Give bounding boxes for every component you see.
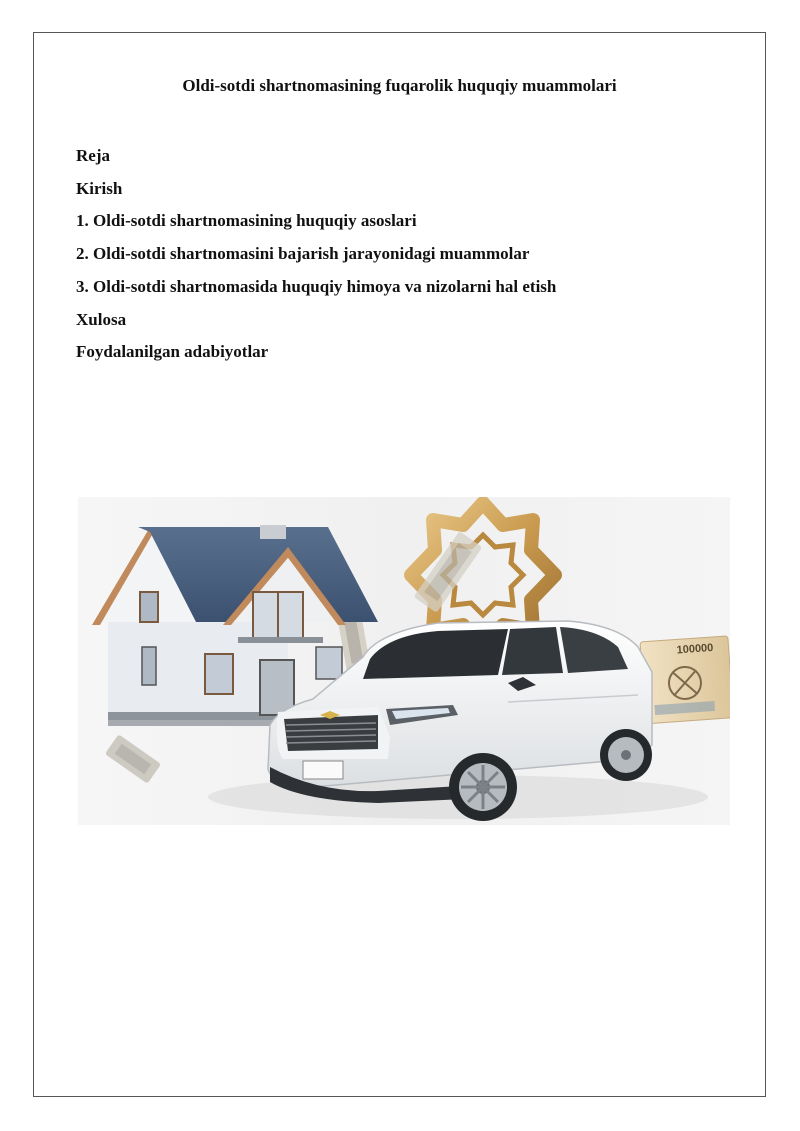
plan-item-conclusion: Xulosa bbox=[76, 309, 127, 329]
plan-item-introduction: Kirish bbox=[76, 178, 123, 198]
document-title: Oldi-sotdi shartnomasining fuqarolik huquqiy muammolari bbox=[182, 76, 617, 95]
house-car-money-illustration bbox=[78, 497, 730, 825]
plan-item-chapter-3: 3. Oldi-sotdi shartnomasida huquqiy himoya va nizolarni hal etish bbox=[76, 276, 557, 296]
plan-heading: Reja bbox=[76, 146, 110, 165]
plan-list bbox=[76, 140, 556, 369]
banknote-value-text: 100000 bbox=[676, 641, 714, 657]
plan-item-chapter-1: 1. Oldi-sotdi shartnomasining huquqiy asoslari bbox=[76, 211, 417, 231]
plan-item-references: Foydalanilgan adabiyotlar bbox=[76, 342, 269, 362]
banknote bbox=[640, 636, 730, 724]
plan-item-chapter-2: 2. Oldi-sotdi shartnomasini bajarish jarayonidagi muammolar bbox=[76, 244, 530, 264]
